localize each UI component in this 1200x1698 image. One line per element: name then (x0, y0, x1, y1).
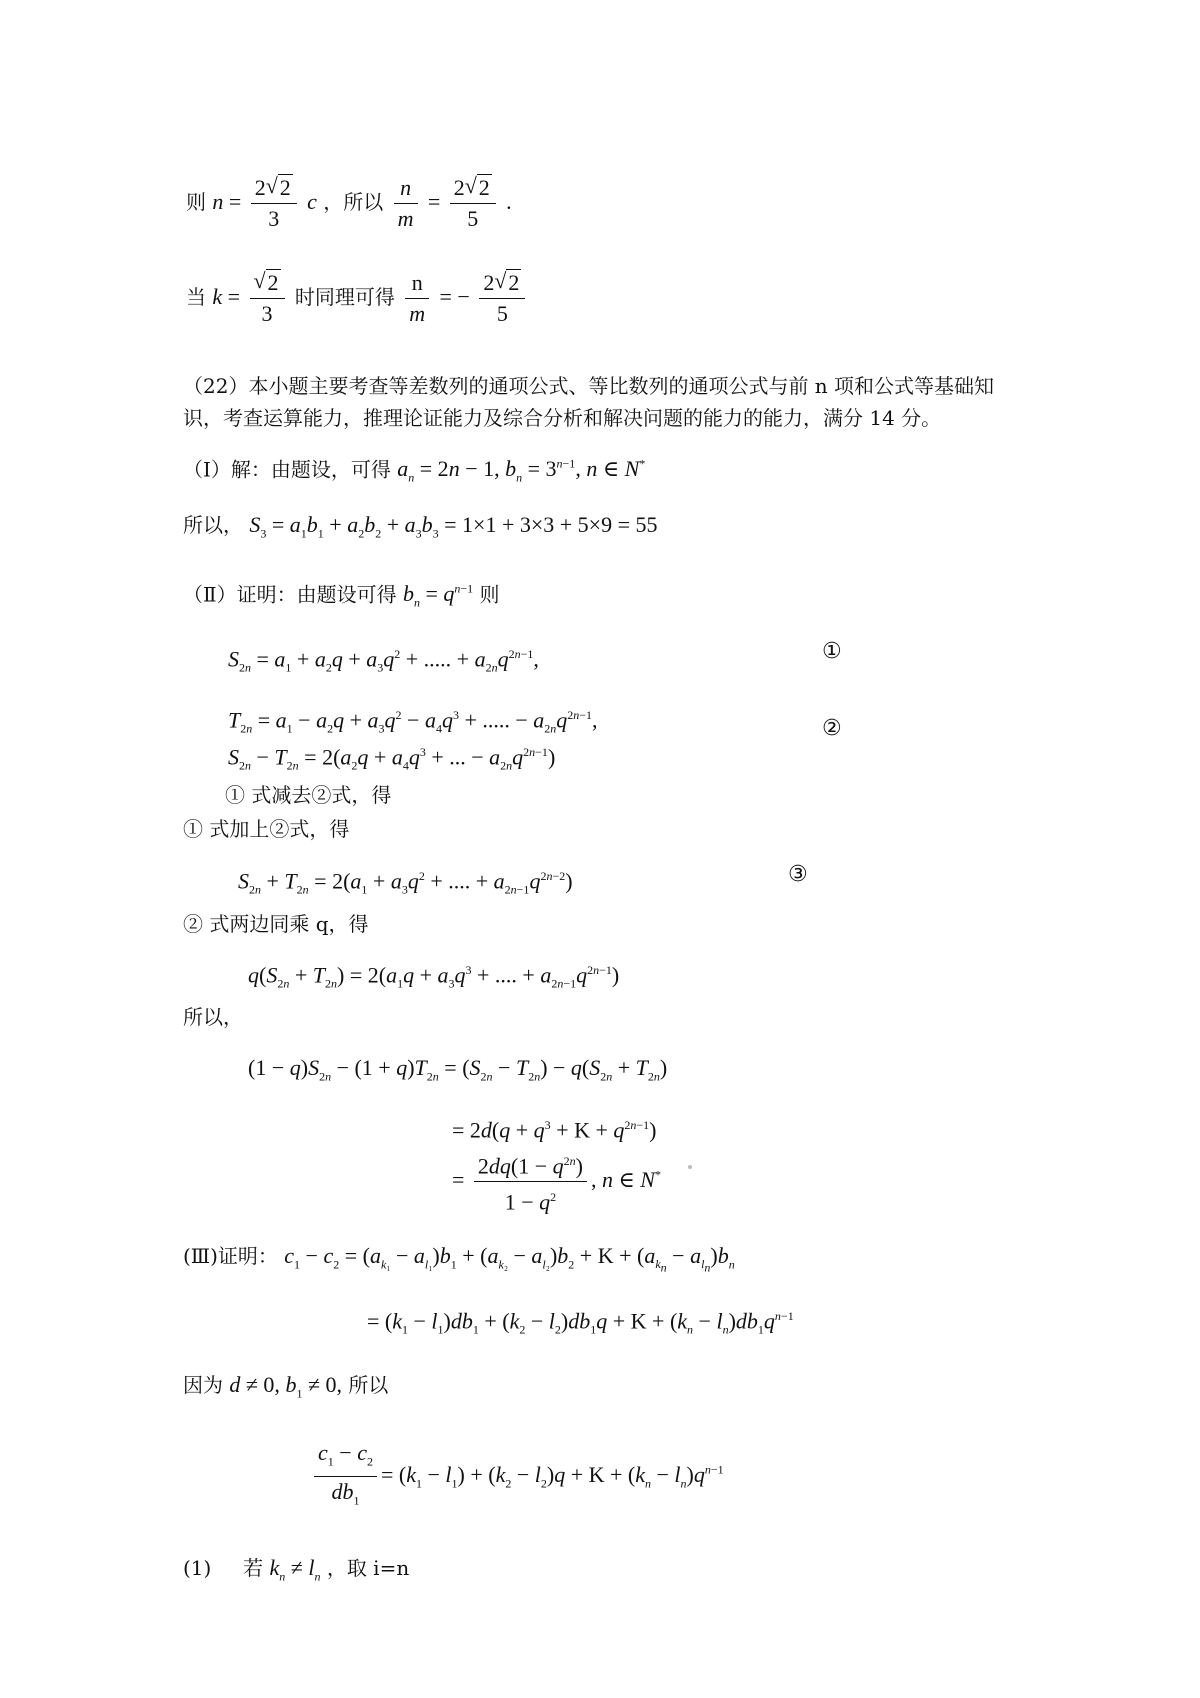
text: 因为 (183, 1373, 223, 1397)
fraction: $\frac{2dq(1 - q^{2n})}{1 - q^2}$ (474, 1146, 587, 1218)
math: = (427, 189, 446, 214)
text: ，取 i=n (326, 1556, 410, 1580)
q22-intro-2: 识，考查运算能力，推理论证能力及综合分析和解决问题的能力的能力，满分 14 分。 (183, 406, 942, 430)
text: 当 (186, 285, 206, 309)
math: $k_n \ne l_n$ (269, 1555, 321, 1584)
text: （Ⅱ）证明：由题设可得 (183, 582, 397, 607)
text: 所以 (348, 1373, 389, 1397)
fraction: $\frac{c_1 - c_2}{db_1}$ (314, 1438, 377, 1516)
eq-q-times: $q(S_{2n} + T_{2n}) = 2(a_1q + a_3q^3$ + .... + $a_{2n-1}q^{2n-1}$) (248, 962, 620, 991)
multiply-text: ② 式两边同乘 q，得 (183, 912, 369, 936)
math: c (307, 189, 317, 214)
fraction: $\frac{2√ 2}{3}$ (251, 173, 297, 234)
math: $a_n = 2n - 1$, $b_n = 3^{n-1}$, n ∈ N* (397, 456, 646, 485)
fraction: $\frac{2√ 2}{5}$ (450, 173, 496, 234)
eq-S2n: $S_{2n} = a_1 + a_2q + a_3q^2$ + ..... + $a_{2n}q^{2n-1}$, (228, 646, 539, 675)
eq-ratio: $\frac{c_1 - c_2}{db_1}$ = $(k_1 - l_1) + (k_2 - l_2)q + K + (k_n - l_n)q^{n-1}$ (310, 1438, 724, 1516)
eq-S-minus-T: $S_{2n} - T_{2n} = 2(a_2q + a_4q^3$ + ... − $a_{2n}q^{2n-1}$) (228, 744, 556, 773)
part3-line (183, 1243, 735, 1281)
eq-combined-3: = $\frac{2dq(1 - q^{2n})}{1 - q^2}$ , n ∈ N* (452, 1146, 661, 1218)
fraction: $\frac{n}{m}$ (405, 268, 429, 329)
text: 若 (243, 1556, 264, 1580)
math: $b_n = q^{n-1}$ (402, 581, 474, 610)
dot-mark (688, 1165, 692, 1169)
text: 则 (186, 190, 206, 214)
text: 则 (479, 582, 500, 607)
math: n = (212, 189, 247, 214)
q22-intro-1: （22）本小题主要考查等差数列的通项公式、等比数列的通项公式与前 n 项和公式等基础知 (183, 374, 995, 398)
fraction: $\frac{n}{m}$ (394, 173, 418, 234)
math: $c_1 - c_2 = (a_{k_1} - a_{l_1})b_1 + (a_{k_2} - a_{l_2})b_2 + K + (a_{k_n} - a_{l_n})b_n$ (284, 1243, 735, 1275)
formula-line-1 (186, 173, 512, 234)
text: (Ⅲ)证明： (183, 1244, 278, 1268)
math: $S_3 = a_1b_1 + a_2b_2 + a_3b_3 = 1\times 1 + 3\times 3 + 5\times 9 = 55$ (249, 512, 658, 541)
fraction: $\frac{2√ 2}{5}$ (479, 268, 525, 329)
math: . (506, 189, 512, 214)
text: ，所以 (323, 190, 384, 214)
add-text: ① 式加上②式，得 (183, 817, 350, 841)
part2-line (183, 576, 500, 616)
text: (1) (183, 1556, 212, 1580)
case1-line (183, 1555, 409, 1589)
formula-line-2 (186, 268, 529, 329)
fraction: √ $\frac{2}{3}$ (250, 268, 285, 329)
subtract-text: ① 式减去②式，得 (225, 783, 392, 807)
because-line (183, 1372, 388, 1406)
marker-1: ① (822, 639, 842, 664)
eq-S-plus-T: $S_{2n} + T_{2n} = 2(a_1 + a_3q^2$ + .... + $a_{2n-1}q^{2n-2}$) (238, 868, 573, 897)
part3-line-2: = $(k_1 - l_1)db_1 + (k_2 - l_2)db_1q + K + (k_n - l_n)db_1q^{n-1}$ (367, 1308, 794, 1337)
marker-3: ③ (788, 862, 808, 887)
part1-sum-line (183, 512, 657, 546)
so-text: 所以， (183, 1005, 243, 1029)
math: d ≠ 0, $b_1 \ne 0$, (229, 1372, 343, 1401)
eq-T2n: $T_{2n} = a_1 - a_2q + a_3q^2 - a_4q^3$ + ..... − $a_{2n}q^{2n-1}$, (228, 707, 598, 736)
eq-combined: $(1 - q)S_{2n} - (1 + q)T_{2n} = (S_{2n} - T_{2n}) - q(S_{2n} + T_{2n})$ (248, 1055, 668, 1084)
eq-combined-2: = $2d(q + q^3 + K + q^{2n-1})$ (452, 1117, 657, 1143)
text: 所以， (183, 513, 243, 537)
math: = − (439, 284, 476, 309)
text: （Ⅰ）解：由题设，可得 (183, 457, 391, 482)
marker-2: ② (822, 716, 842, 741)
math: k = (212, 284, 246, 309)
part1-line (183, 451, 645, 491)
text: 时同理可得 (294, 285, 395, 309)
